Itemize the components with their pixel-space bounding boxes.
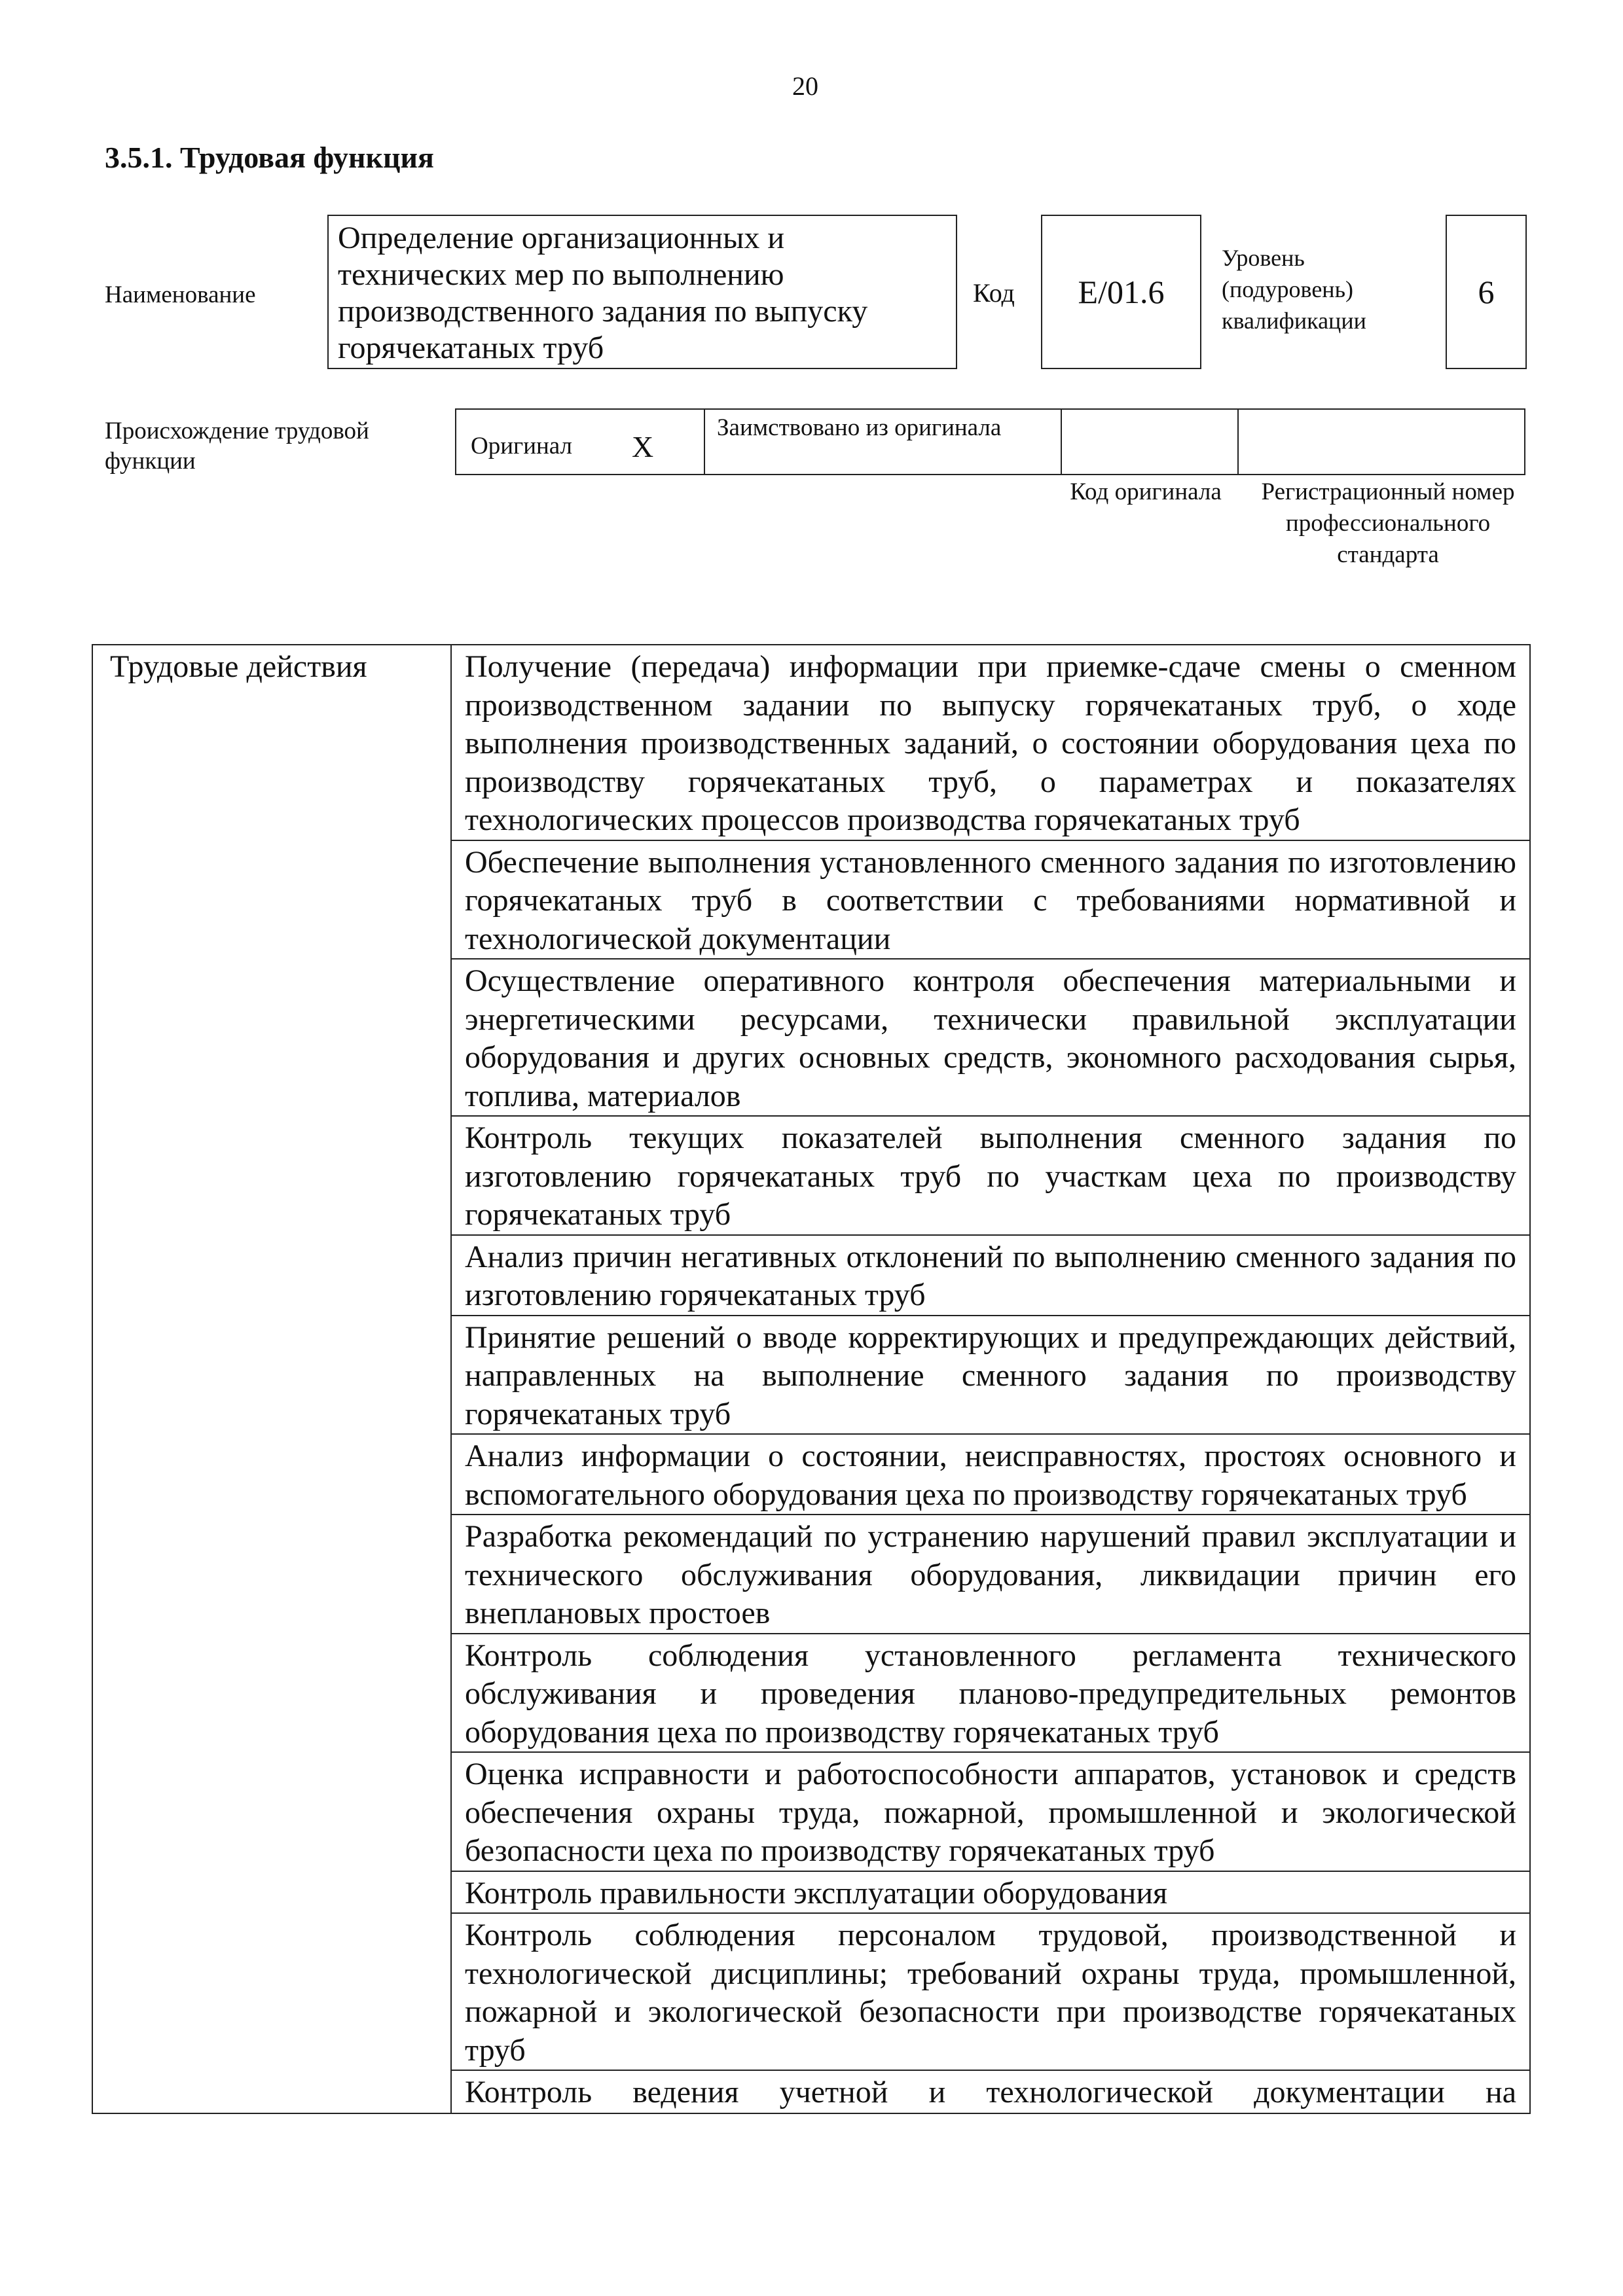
labor-actions-label-cell <box>93 645 452 2113</box>
action-row: Контроль текущих показателей выполнения сменного задания по изготовлению горячекатаных труб по участкам цеха по производству горячекатаных труб <box>452 1117 1529 1236</box>
labor-actions-list <box>452 645 1529 2113</box>
action-row: Оценка исправности и работоспособности аппаратов, установок и средств обеспечения охраны труда, пожарной, промышленной и экологической безопасности цеха по производству горячекатаных труб <box>452 1753 1529 1872</box>
code-value: E/01.6 <box>1078 274 1165 310</box>
borrowed-label: Заимствовано из оригинала <box>717 414 1002 441</box>
origin-borrowed-cell <box>705 410 1062 474</box>
action-row: Контроль соблюдения персоналом трудовой, производственной и технологической дисциплины; требований охраны труда, промышленной, пожарной и экологической безопасности при производстве горячекатаных труб <box>452 1914 1529 2071</box>
action-row: Разработка рекомендаций по устранению нарушений правил эксплуатации и технического обслуживания оборудования, ликвидации причин его внеплановых простоев <box>452 1515 1529 1634</box>
action-row: Получение (передача) информации при приемке-сдаче смены о сменном производственном задании по выпуску горячекатаных труб, о ходе выполнения производственных заданий, о состоянии оборудования цеха по производству горячекатаных труб, о параметрах и показателях технологических процессов производства горячекатаных труб <box>452 645 1529 841</box>
original-mark: X <box>632 430 654 463</box>
code-value-field <box>1041 215 1201 369</box>
action-row: Принятие решений о вводе корректирующих и предупреждающих действий, направленных на выполнение сменного задания по производству горячекатаных труб <box>452 1316 1529 1435</box>
original-label: Оригинал <box>471 433 573 459</box>
action-row: Контроль правильности эксплуатации оборудования <box>452 1872 1529 1914</box>
origin-original-cell <box>456 410 705 474</box>
origin-reg-number-cell <box>1239 410 1524 474</box>
action-row: Контроль ведения учетной и технологической документации на <box>465 2075 1516 2109</box>
qualification-level-value: 6 <box>1478 274 1495 310</box>
registration-number-caption: Регистрационный номер профессионального стандарта <box>1261 478 1515 568</box>
action-row: Анализ информации о состоянии, неисправностях, простоях основного и вспомогательного оборудования цеха по производству горячекатаных труб <box>452 1435 1529 1515</box>
origin-label: Происхождение трудовой функции <box>105 418 369 475</box>
action-row: Обеспечение выполнения установленного сменного задания по изготовлению горячекатаных труб в соответствии с требованиями нормативной и технологической документации <box>452 841 1529 960</box>
code-label: Код <box>973 278 1015 308</box>
action-row: Контроль соблюдения установленного регламента технического обслуживания и проведения планово-предупредительных ремонтов оборудования цеха по производству горячекатаных труб <box>452 1634 1529 1753</box>
qualification-level-label: Уровень (подуровень) квалификации <box>1222 245 1366 334</box>
labor-actions-table <box>92 644 1531 2114</box>
origin-table <box>455 408 1525 475</box>
page-number: 20 <box>792 71 818 101</box>
qualification-level-field <box>1446 215 1527 369</box>
original-code-caption: Код оригинала <box>1070 478 1222 505</box>
section-title: 3.5.1. Трудовая функция <box>105 141 434 174</box>
action-row: Осуществление оперативного контроля обеспечения материальными и энергетическими ресурсами, технически правильной эксплуатации оборудования и других основных средств, экономного расходования сырья, топлива, материалов <box>452 960 1529 1117</box>
labor-actions-label: Трудовые действия <box>110 649 367 684</box>
name-label: Наименование <box>105 281 256 308</box>
function-name-field: Определение организационных и технических мер по выполнению производственного задания по выпуску горячекатаных труб <box>327 215 957 369</box>
action-row: Анализ причин негативных отклонений по выполнению сменного задания по изготовлению горячекатаных труб <box>452 1236 1529 1316</box>
origin-code-cell <box>1062 410 1239 474</box>
